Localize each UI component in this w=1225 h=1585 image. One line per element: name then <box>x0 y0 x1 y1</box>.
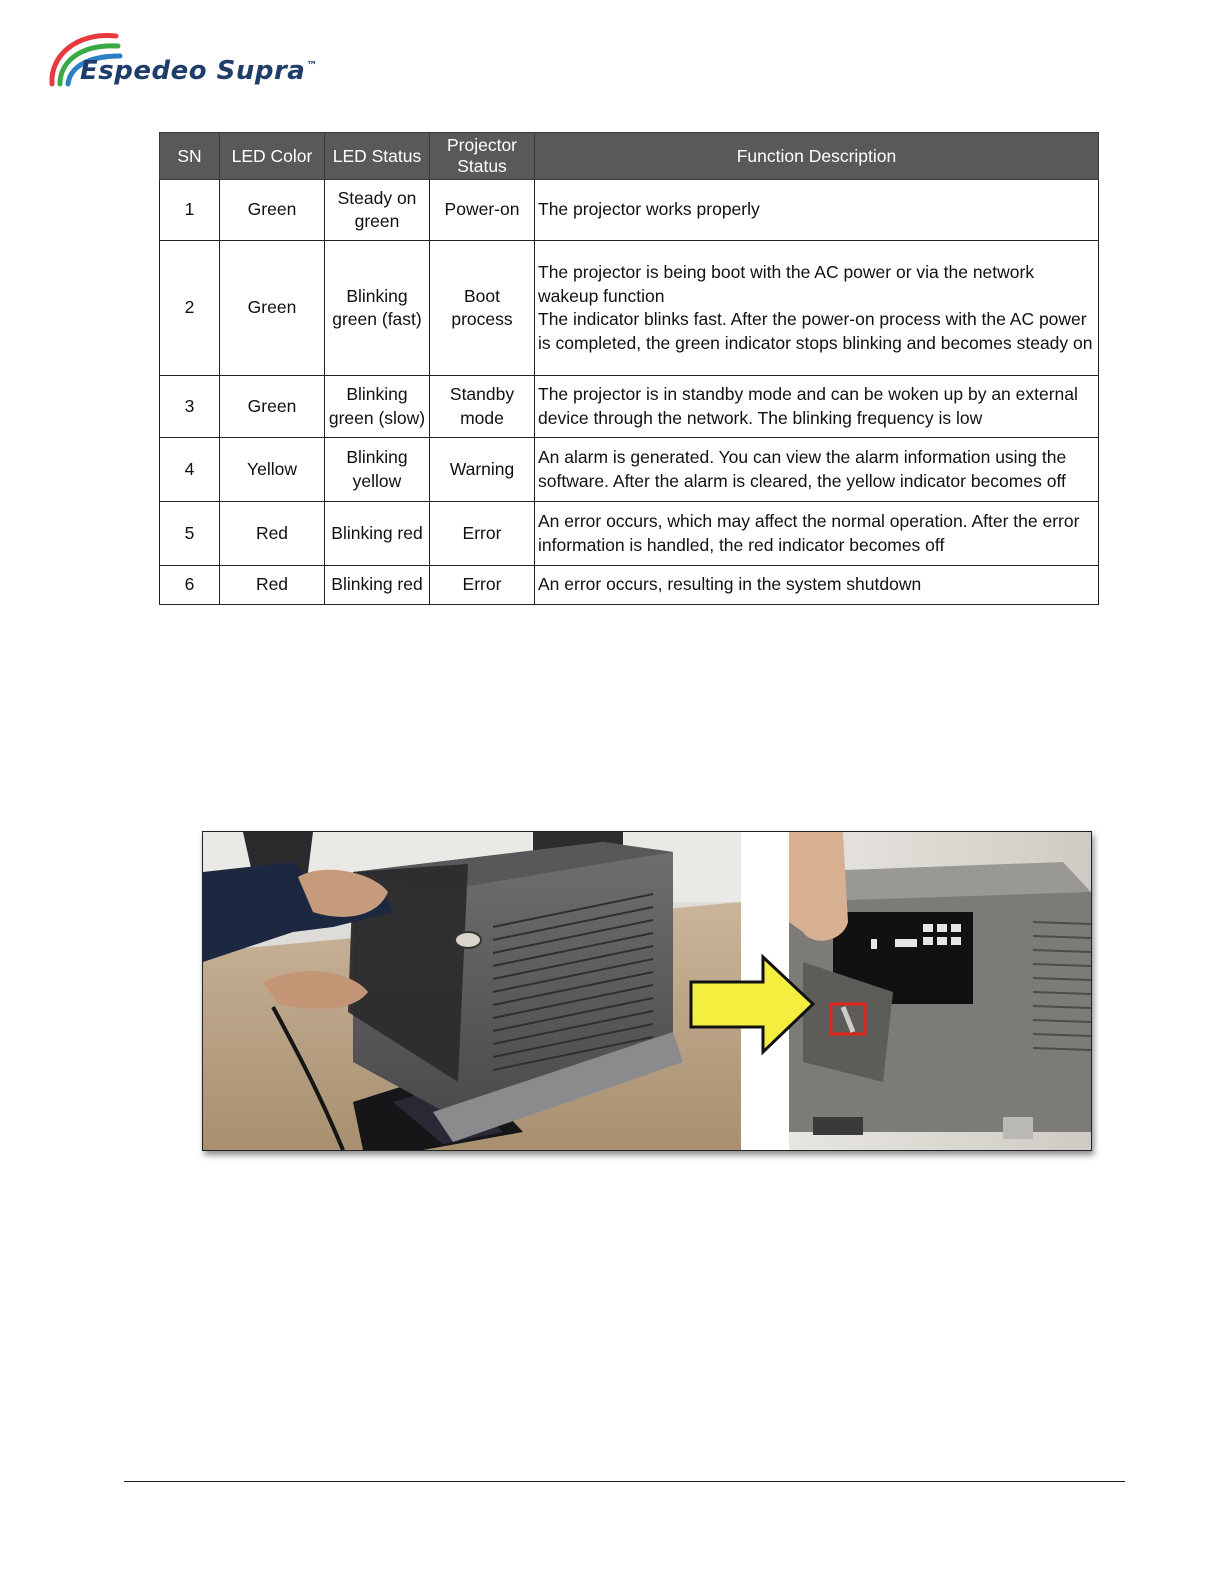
cell-sn: 4 <box>160 438 220 502</box>
cell-projector-status: Error <box>430 502 535 566</box>
cell-projector-status: Power-on <box>430 180 535 241</box>
left-photo-panel <box>203 832 741 1150</box>
cell-sn: 1 <box>160 180 220 241</box>
brand-logo <box>46 26 346 96</box>
table-row <box>160 502 1099 566</box>
cell-sn: 6 <box>160 566 220 605</box>
cell-led-status: Steady on green <box>325 180 430 241</box>
column-header-function-description: Function Description <box>535 133 1099 180</box>
cell-function-description: An error occurs, resulting in the system shutdown <box>535 566 1099 605</box>
cell-function-description: An alarm is generated. You can view the alarm information using the software. After the alarm is cleared, the yellow indicator becomes off <box>535 438 1099 502</box>
column-header-led-color: LED Color <box>220 133 325 180</box>
column-header-projector-status: Projector Status <box>430 133 535 180</box>
cell-sn: 3 <box>160 376 220 438</box>
cell-led-status: Blinking green (fast) <box>325 241 430 376</box>
description-line: The indicator blinks fast. After the power-on process with the AC power is completed, the green indicator stops blinking and becomes steady on <box>538 309 1093 353</box>
right-photo-panel <box>789 832 1091 1150</box>
cell-projector-status: Standby mode <box>430 376 535 438</box>
brand-name: Espedeo Supra™ <box>80 56 318 86</box>
projector-cover-photo <box>202 831 1092 1151</box>
cell-led-status: Blinking red <box>325 566 430 605</box>
footer-divider <box>124 1481 1125 1482</box>
column-header-led-status: LED Status <box>325 133 430 180</box>
led-status-table <box>159 132 1099 605</box>
cell-sn: 2 <box>160 241 220 376</box>
cell-function-description: The projector is in standby mode and can be woken up by an external device through the network. The blinking frequency is low <box>535 376 1099 438</box>
cell-led-status: Blinking green (slow) <box>325 376 430 438</box>
column-header-sn: SN <box>160 133 220 180</box>
led-button-icon <box>455 932 481 948</box>
cell-projector-status: Boot process <box>430 241 535 376</box>
cell-led-color: Red <box>220 502 325 566</box>
cell-function-description: An error occurs, which may affect the normal operation. After the error information is handled, the red indicator becomes off <box>535 502 1099 566</box>
cell-led-color: Green <box>220 180 325 241</box>
cell-projector-status: Error <box>430 566 535 605</box>
projector-illustration <box>203 832 1091 1150</box>
cell-led-status: Blinking yellow <box>325 438 430 502</box>
description-line: The projector is being boot with the AC power or via the network wakeup function <box>538 262 1035 306</box>
cell-projector-status: Warning <box>430 438 535 502</box>
table-row <box>160 180 1099 241</box>
table-header-row <box>160 133 1099 180</box>
cell-function-description: The projector works properly <box>535 180 1099 241</box>
cell-function-description <box>535 241 1099 376</box>
cell-sn: 5 <box>160 502 220 566</box>
cell-led-color: Green <box>220 241 325 376</box>
cell-led-color: Green <box>220 376 325 438</box>
cell-led-color: Yellow <box>220 438 325 502</box>
table-row <box>160 438 1099 502</box>
table-row <box>160 241 1099 376</box>
cell-led-status: Blinking red <box>325 502 430 566</box>
cell-led-color: Red <box>220 566 325 605</box>
table-row <box>160 376 1099 438</box>
table-row <box>160 566 1099 605</box>
